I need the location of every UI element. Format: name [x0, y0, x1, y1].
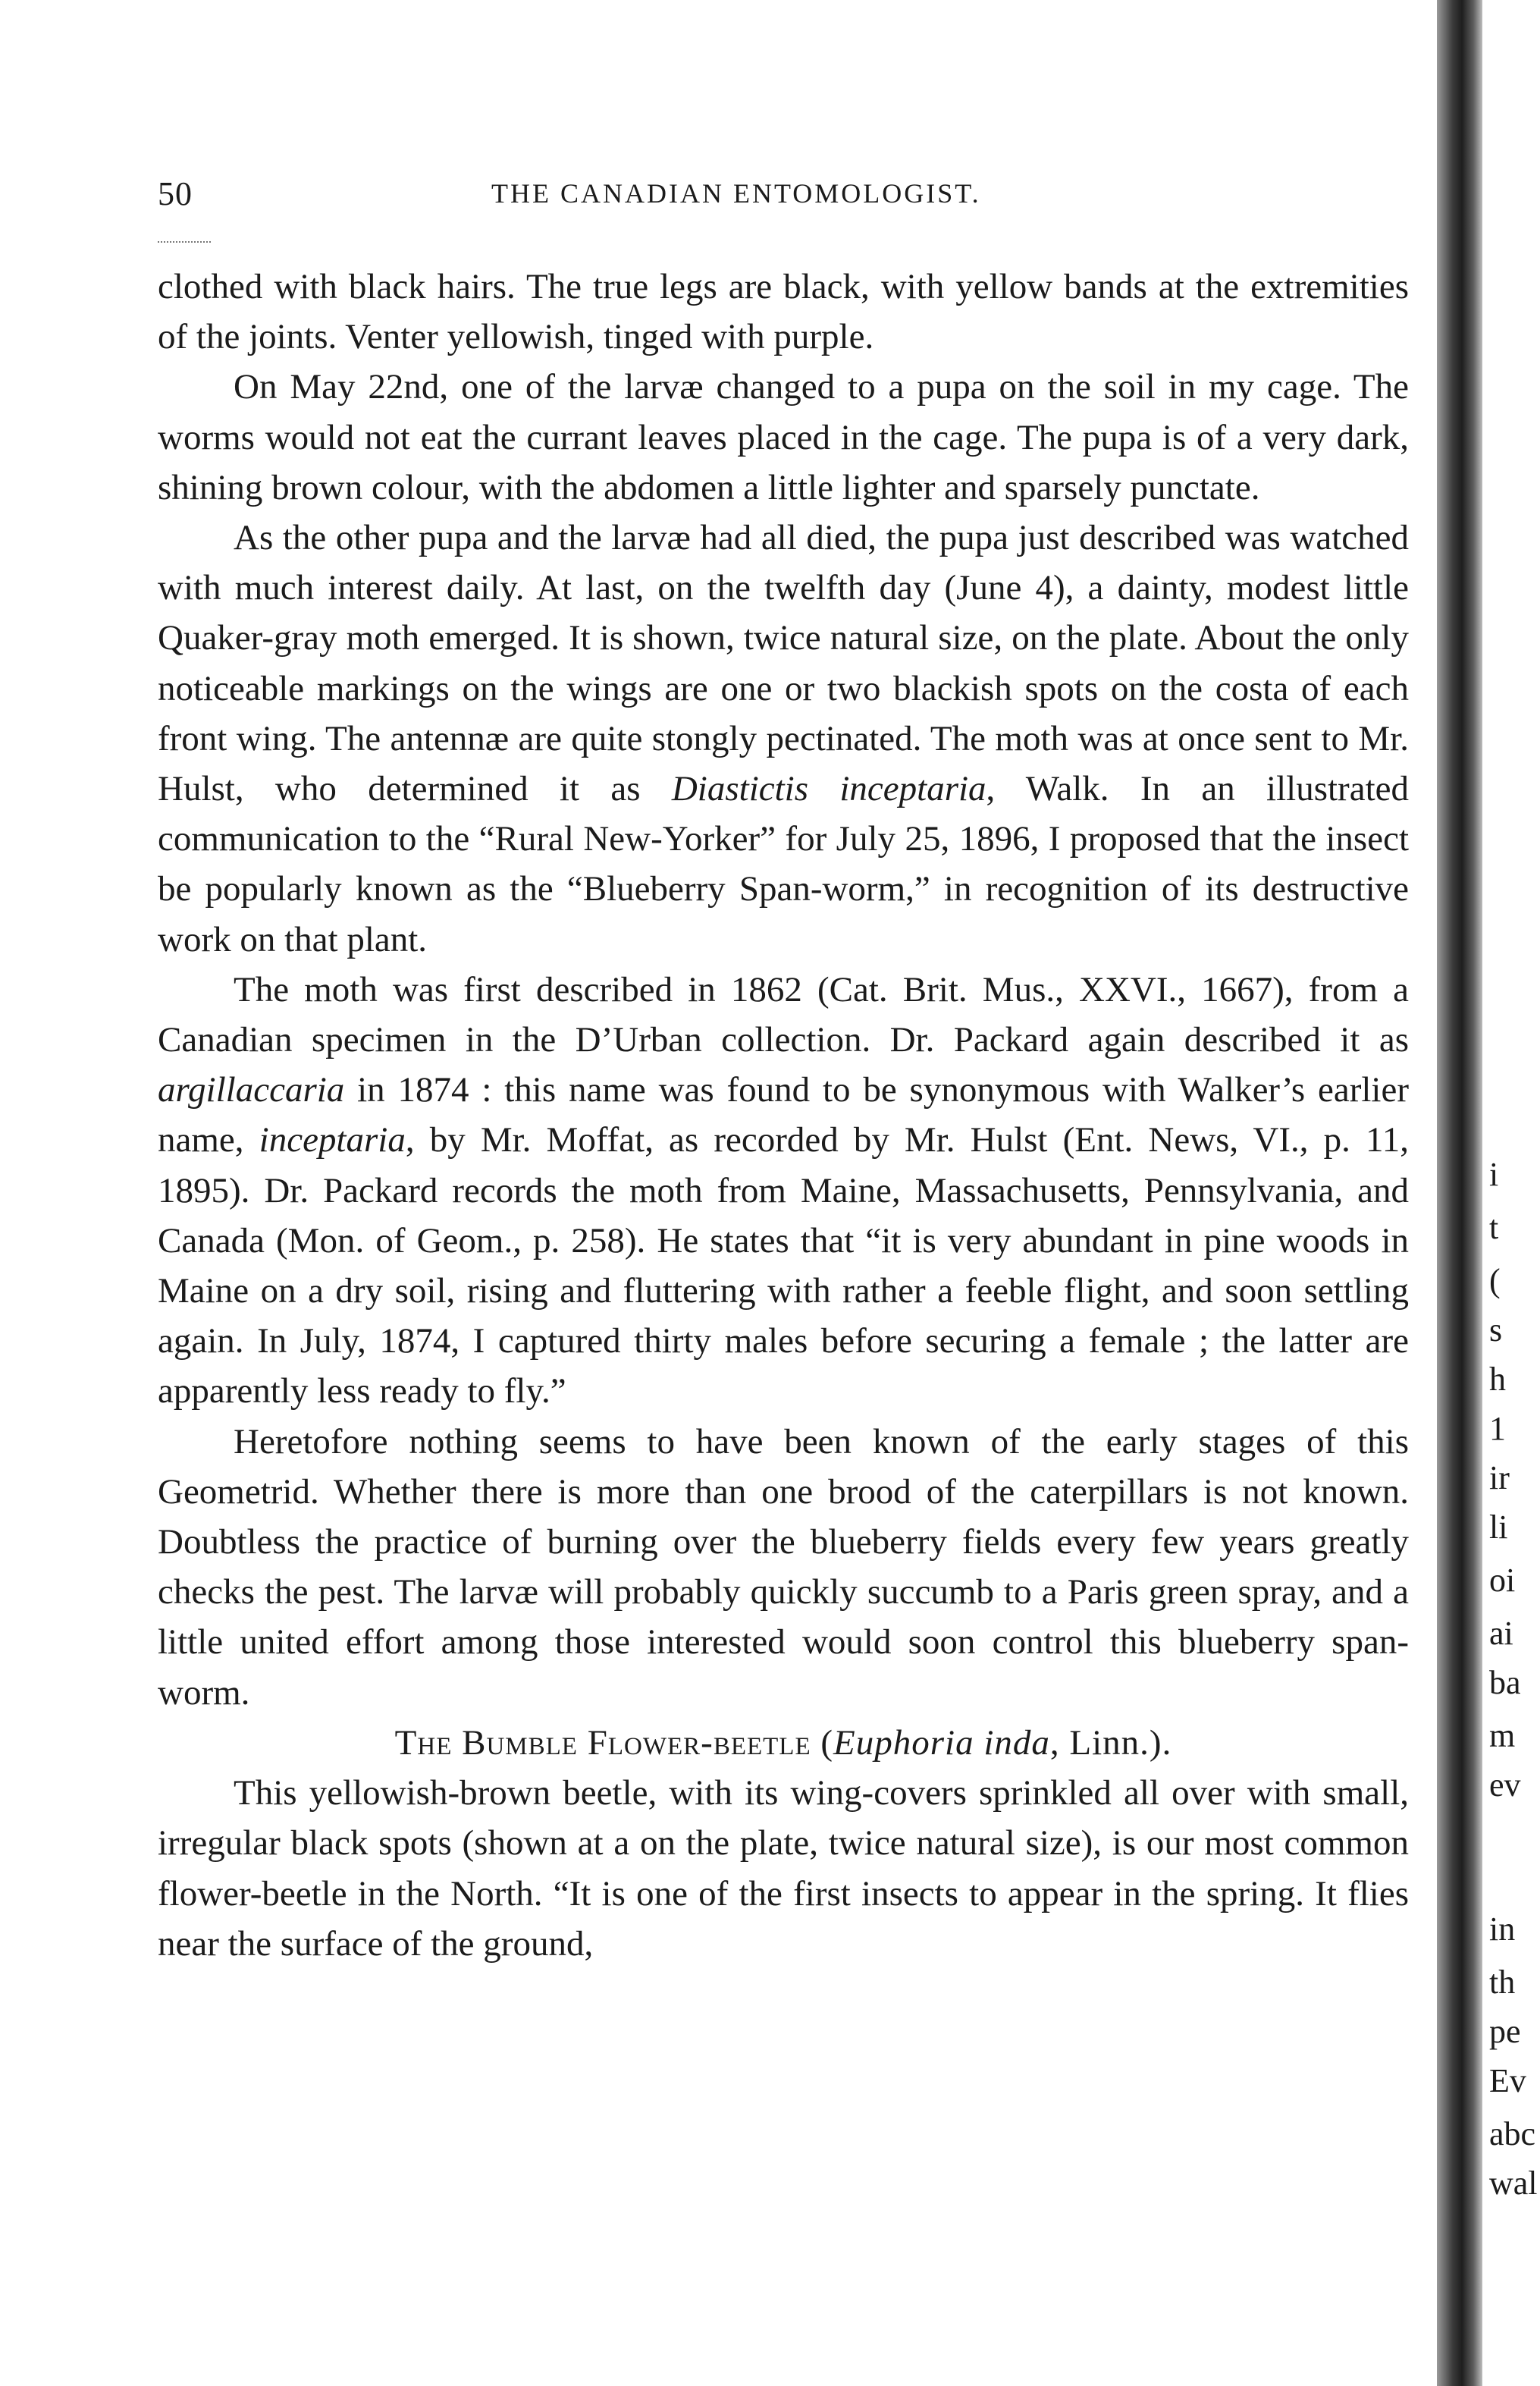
facing-fragment: ai [1489, 1615, 1513, 1652]
paragraph-4-text-a: The moth was first described in 1862 (Cat. Brit. Mus., XXVI., 1667), from a Canadian specimen in the D’Urban collection. Dr. Packard again described it as [158, 969, 1409, 1060]
paragraph-3-text-b: , Walk. In an illustrated communication to the “Rural New-Yorker” for July 25, 1896, I proposed that the insect be popularly known as the “Blueberry Span-worm,” in recognition of its destructive work on that plant. [158, 769, 1409, 959]
facing-fragment: ev [1489, 1766, 1521, 1804]
facing-fragment: m [1489, 1717, 1516, 1754]
facing-fragment: wal [1489, 2165, 1538, 2202]
facing-page-edge [1485, 0, 1540, 2386]
facing-fragment: h [1489, 1361, 1506, 1398]
binding-gutter [1437, 0, 1482, 2386]
facing-fragment: li [1489, 1509, 1508, 1546]
facing-fragment: i [1489, 1156, 1499, 1193]
paragraph-4-text-b: in 1874 : this name was found to be synonymous with Walker’s earlier name, [158, 1070, 1409, 1160]
facing-fragment: pe [1489, 2013, 1521, 2050]
facing-fragment: Ev [1489, 2062, 1526, 2099]
paragraph-5: Heretofore nothing seems to have been known of the early stages of this Geometrid. Whether there is more than one brood of the caterpillars is not known. Doubtless the practice of burning over the blueberry fields every few years greatly checks the pest. The larvæ will probably quickly succumb to a Paris green spray, and a little united effort among those interested would soon control this blueberry span-worm. [158, 1421, 1409, 1713]
header-rule [158, 241, 211, 243]
paragraph-1: clothed with black hairs. The true legs are black, with yellow bands at the extremities of the joints. Venter yellowish, tinged with purple. [158, 267, 1409, 357]
paragraph-6: This yellowish-brown beetle, with its wing-covers sprinkled all over with small, irregular black spots (shown at a on the plate, twice natural size), is our most common flower-beetle in the North. “It is one of the first insects to appear in the spring. It flies near the surface of the ground, [158, 1773, 1409, 1964]
paragraph-3 [158, 513, 1409, 965]
section-species: Euphoria inda [833, 1722, 1050, 1763]
page-number: 50 [158, 175, 193, 212]
paragraph-3-text-a: As the other pupa and the larvæ had all died, the pupa just described was watched with much interest daily. At last, on the twelfth day (June 4), a dainty, modest little Quaker-gray moth emerged. It is shown, twice natural size, on the plate. About the only noticeable markings on the wings are one or two blackish spots on the costa of each front wing. The antennæ are quite stongly pectinated. The moth was at once sent to Mr. Hulst, who determined it as [158, 518, 1409, 809]
facing-fragment: ( [1489, 1262, 1501, 1299]
facing-fragment: in [1489, 1910, 1516, 1948]
facing-fragment: 1 [1489, 1410, 1506, 1447]
section-heading: The Bumble Flower-beetle (Euphoria inda, Linn.). [394, 1722, 1172, 1763]
facing-fragment: t [1489, 1209, 1499, 1246]
facing-fragment: ir [1489, 1459, 1510, 1496]
article-body [158, 262, 1409, 1969]
species-name-2: inceptaria [259, 1120, 406, 1160]
running-head: THE CANADIAN ENTOMOLOGIST. [491, 178, 981, 209]
species-name: Diastictis inceptaria [671, 769, 986, 809]
section-author: , Linn.). [1049, 1722, 1172, 1763]
paragraph-4 [158, 965, 1409, 1417]
facing-fragment: s [1489, 1311, 1503, 1348]
paragraph-4-text-c: , by Mr. Moffat, as recorded by Mr. Hulst (Ent. News, VI., p. 11, 1895). Dr. Packard records the moth from Maine, Massachusetts, Pennsylvania, and Canada (Mon. of Geom., p. 258). He states that “it is very abundant in pine woods in Maine on a dry soil, rising and fluttering with rather a feeble flight, and soon settling again. In July, 1874, I captured thirty males before securing a female ; the latter are apparently less ready to fly.” [158, 1120, 1410, 1411]
page-header [158, 174, 1409, 228]
paragraph-2: On May 22nd, one of the larvæ changed to a pupa on the soil in my cage. The worms would not eat the currant leaves placed in the cage. The pupa is of a very dark, shining brown colour, with the abdomen a little lighter and sparsely punctate. [158, 367, 1409, 507]
species-synonym: argillaccaria [158, 1070, 345, 1110]
section-title: The Bumble Flower-beetle [394, 1722, 811, 1763]
facing-fragment: th [1489, 1964, 1516, 2001]
facing-fragment: oi [1489, 1562, 1516, 1599]
facing-fragment: abc [1489, 2115, 1536, 2152]
facing-fragment: ba [1489, 1664, 1521, 1701]
